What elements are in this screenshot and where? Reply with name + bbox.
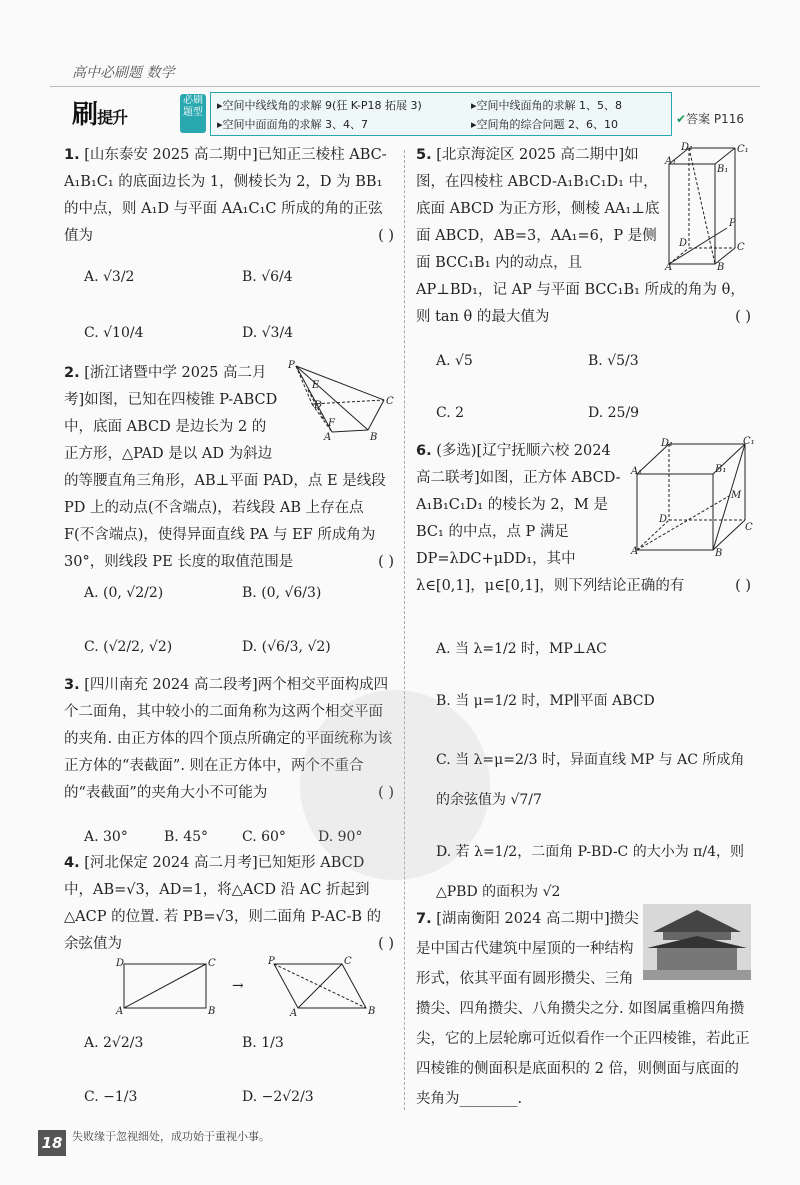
svg-text:M: M [731,490,742,501]
footer-motto: 失败缘于忽视细处，成功始于重视小事。 [72,1130,270,1143]
q5-prism-figure [665,142,751,273]
q4-option-c[interactable]: C. −1/3 [84,1089,138,1105]
svg-text:A: A [290,1008,298,1019]
svg-text:B₁: B₁ [717,164,729,175]
svg-text:B: B [368,1006,376,1017]
q5-option-d[interactable]: D. 25/9 [588,405,640,421]
svg-text:C: C [386,396,394,407]
topic-tag: 必刷题型 [180,94,206,133]
svg-text:C: C [737,242,745,253]
column-divider [404,150,405,1110]
question-2: P E D C B A F 2. [浙江诸暨中学 2025 高二月考]如图，已知在四棱锥 P-ABCD 中，底面 ABCD 是边长为 2 的正方形，△PAD 是以 AD 为斜边的等腰直角三角形，AB⊥平面 PAD，点 E 是线段 PD 上的动点(不含端点)，若线段 AB 上存在点 F(不含端点)，使得异面直线 PA 与 EF 所成角为 30°，则线段 PE 长度的取值范围是 ( ) [64,360,394,570]
q7-pavilion-photo [643,904,751,980]
book-title: 高中必刷题 数学 [72,65,175,81]
svg-text:A: A [116,1006,124,1017]
q1-option-c[interactable]: C. √10/4 [84,325,144,341]
topic-item: ▸空间中线线角的求解 9(狂 K-P18 拓展 3) [217,99,422,112]
q3-option-d[interactable]: D. 90° [318,829,363,845]
q6-option-d[interactable]: D. 若 λ=1/2，二面角 P-BD-C 的大小为 π/4，则△PBD 的面积为 √2 [436,844,744,900]
svg-text:P: P [288,360,295,371]
svg-text:A: A [631,546,639,557]
svg-text:A: A [665,262,673,273]
q5-option-b[interactable]: B. √5/3 [588,353,639,369]
q3-option-a[interactable]: A. 30° [84,829,128,845]
svg-text:B: B [717,262,725,273]
q4-option-a[interactable]: A. 2√2/3 [84,1035,144,1051]
page-number: 18 [38,1130,66,1156]
svg-text:B₁: B₁ [715,464,727,475]
q2-option-a[interactable]: A. (0, √2/2) [84,585,164,601]
svg-text:P: P [268,956,275,967]
svg-text:B: B [370,432,378,443]
topic-item: ▸空间中面面角的求解 3、4、7 [217,118,369,131]
section-logo: 刷提升 [72,100,128,130]
svg-text:P: P [729,218,736,229]
topic-item: ▸空间中线面角的求解 1、5、8 [471,99,623,112]
svg-text:C: C [208,958,216,969]
question-3: 3. [四川南充 2024 高二段考]两个相交平面构成四个二面角，其中较小的二面角称为这两个相交平面的夹角. 由正方体的四个顶点所确定的平面统称为该正方体的“表截面”. 则在正方体中，两个不重合的“表截面”的夹角大小不可能为 ( ) [64,677,394,801]
svg-text:D: D [679,238,688,249]
q4-option-b[interactable]: B. 1/3 [242,1035,284,1051]
q3-option-c[interactable]: C. 60° [242,829,286,845]
q6-cube-figure [631,436,755,559]
svg-text:A: A [324,432,332,443]
q4-fold-figure [114,956,384,1018]
q3-option-b[interactable]: B. 45° [164,829,209,845]
q4-option-d[interactable]: D. −2√2/3 [242,1089,314,1105]
header-rule [50,86,760,87]
svg-text:C: C [344,956,352,967]
q1-option-a[interactable]: A. √3/2 [84,269,135,285]
svg-text:→: → [232,978,244,994]
svg-text:E: E [312,380,320,391]
q2-option-c[interactable]: C. (√2/2, √2) [84,639,173,655]
check-icon: ✔ [676,112,687,126]
question-4: 4. [河北保定 2024 高二月考]已知矩形 ABCD 中，AB=√3，AD=1，将△ACD 沿 AC 折起到△ACP 的位置. 若 PB=√3，则二面角 P-AC-B 的余弦值为 ( ) [64,855,394,952]
svg-text:C: C [745,522,753,533]
q5-option-c[interactable]: C. 2 [436,405,465,421]
q6-option-a[interactable]: A. 当 λ=1/2 时，MP⊥AC [436,641,607,657]
answer-ref[interactable]: ✔答案 P116 [676,112,745,126]
svg-text:A₁: A₁ [631,466,643,477]
svg-text:D: D [659,514,668,525]
topic-item: ▸空间角的综合问题 2、6、10 [471,118,619,131]
q6-option-b[interactable]: B. 当 μ=1/2 时，MP∥平面 ABCD [436,693,655,709]
q1-option-b[interactable]: B. √6/4 [242,269,293,285]
svg-text:F: F [328,418,335,429]
q5-option-a[interactable]: A. √5 [436,353,473,369]
topic-box [210,92,672,136]
svg-text:D₁: D₁ [681,142,694,153]
q2-option-b[interactable]: B. (0, √6/3) [242,585,322,601]
q2-pyramid-figure [284,360,394,442]
q2-option-d[interactable]: D. (√6/3, √2) [242,639,331,655]
svg-text:B: B [715,548,723,559]
svg-text:C₁: C₁ [737,144,749,155]
svg-text:A₁: A₁ [665,156,677,167]
q1-option-d[interactable]: D. √3/4 [242,325,294,341]
svg-text:C₁: C₁ [743,436,755,447]
question-7: 7. [湖南衡阳 2024 高二期中]攒尖是中国古代建筑中屋顶的一种结构形式，依其平面有圆形攒尖、三角攒尖、四角攒尖、八角攒尖之分. 如图属重檐四角攒尖，它的上层轮廓可近似看作一个正四棱锥，若此正四棱锥的侧面积是底面积的 2 倍，则侧面与底面的夹角为________. [416,904,751,1114]
question-5: D₁ C₁ A₁ B₁ P D C A B 5. [北京海淀区 2025 高二期中]如图，在四棱柱 ABCD-A₁B₁C₁D₁ 中，底面 ABCD 为正方形，侧棱 AA₁⊥底面 ABCD，AB=3，AA₁=6，P 是侧面 BCC₁B₁ 内的动点，且 AP⊥BD₁，记 AP 与平面 BCC₁B₁ 所成的角为 θ，则 tan θ 的最大值为 ( ) [416,142,751,325]
svg-text:B: B [208,1006,216,1017]
svg-text:D: D [116,958,125,969]
question-6: D₁ C₁ A₁ B₁ M D C A B 6. (多选)[辽宁抚顺六校 2024 高二联考]如图，正方体 ABCD-A₁B₁C₁D₁ 的棱长为 2，M 是 BC₁ 的中点，点 P 满足 DP=λDC+μDD₁，其中 λ∈[0,1]，μ∈[0,1]，则下列结论正确的有 ( ) [416,436,755,594]
question-1: 1. [山东泰安 2025 高二期中]已知正三棱柱 ABC-A₁B₁C₁ 的底面边长为 1，侧棱长为 2，D 为 BB₁ 的中点，则 A₁D 与平面 AA₁C₁C 所成的角的正弦值为 ( ) [64,147,394,244]
svg-text:D₁: D₁ [661,438,674,449]
q6-option-c[interactable]: C. 当 λ=μ=2/3 时，异面直线 MP 与 AC 所成角的余弦值为 √7/7 [436,752,745,808]
svg-text:D: D [314,400,323,411]
